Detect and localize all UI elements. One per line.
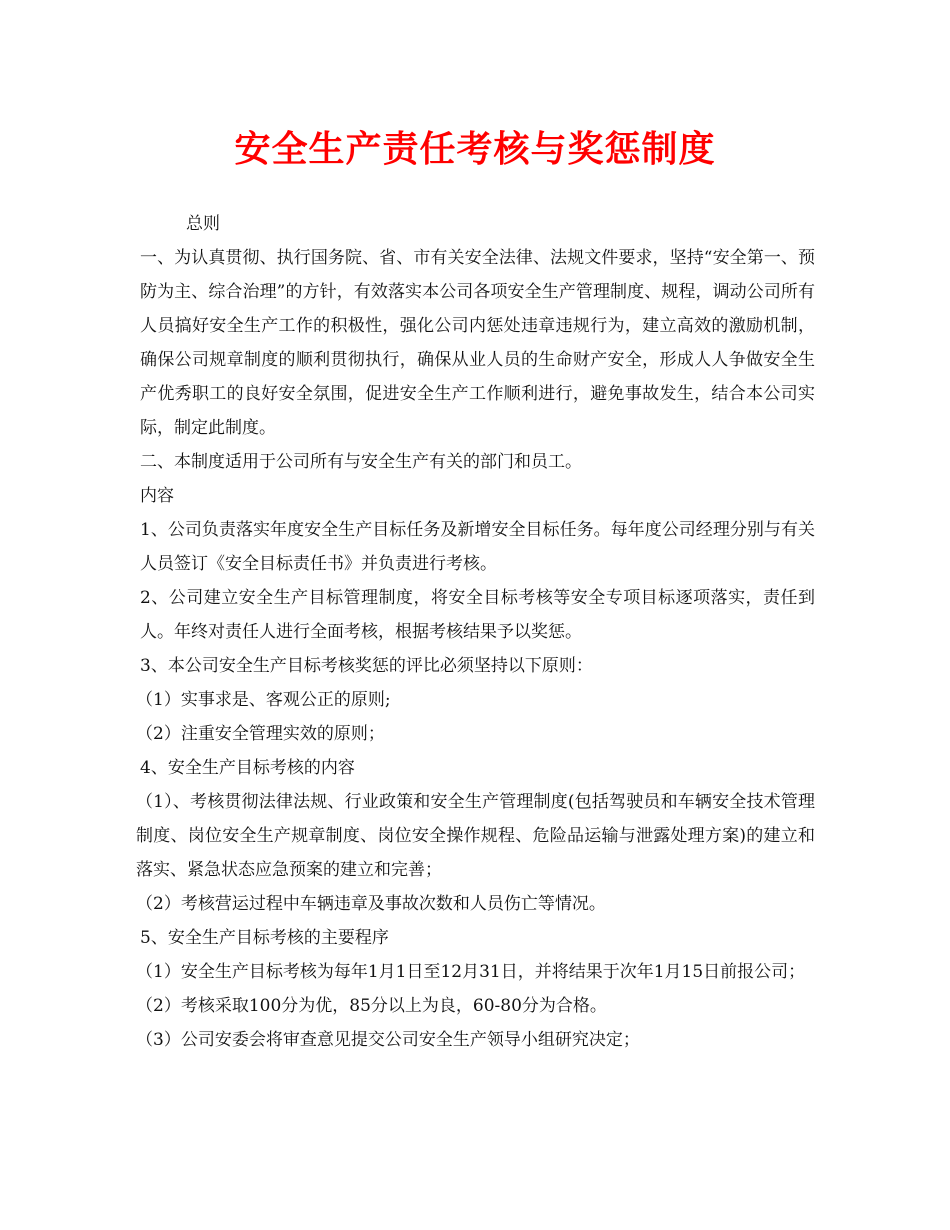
list-item: （2）考核营运过程中车辆违章及事故次数和人员伤亡等情况。 [136, 894, 606, 914]
list-item: （1）实事求是、客观公正的原则; [136, 690, 391, 710]
list-item: （1）安全生产目标考核为每年1月1日至12月31日，并将结果于次年1月15日前报公司； [136, 962, 806, 982]
paragraph: 二、本制度适用于公司所有与安全生产有关的部门和员工。 [140, 452, 582, 472]
list-item: （3）公司安委会将审查意见提交公司安全生产领导小组研究决定； [136, 1030, 640, 1050]
document-body [136, 207, 815, 1057]
section-heading-general: 总则 [186, 214, 220, 234]
section-heading-content: 内容 [140, 486, 174, 506]
paragraph: 一、为认真贯彻、执行国务院、省、市有关安全法律、法规文件要求，坚持“安全第一、预防为主、综合治理”的方针，有效落实本公司各项安全生产管理制度、规程，调动公司所有人员搞好安全生产工作的积极性，强化公司内惩处违章违规行为，建立高效的激励机制，确保公司规章制度的顺利贯彻执行，确保从业人员的生命财产安全，形成人人争做安全生产优秀职工的良好安全氛围，促进安全生产工作顺利进行，避免事故发生，结合本公司实际，制定此制度。 [140, 248, 815, 438]
paragraph: 3、本公司安全生产目标考核奖惩的评比必须坚持以下原则： [140, 656, 593, 676]
list-item: （2）注重安全管理实效的原则； [136, 724, 385, 744]
paragraph: 2、公司建立安全生产目标管理制度，将安全目标考核等安全专项目标逐项落实，责任到人。年终对责任人进行全面考核，根据考核结果予以奖惩。 [140, 588, 815, 642]
list-item: （1）、考核贯彻法律法规、行业政策和安全生产管理制度(包括驾驶员和车辆安全技术管理制度、岗位安全生产规章制度、岗位安全操作规程、危险品运输与泄露处理方案)的建立和落实、紧急状态应急预案的建立和完善； [136, 792, 815, 880]
list-item: （2）考核采取100分为优，85分以上为良，60-80分为合格。 [136, 996, 607, 1016]
paragraph: 4、安全生产目标考核的内容 [140, 758, 355, 778]
paragraph: 5、安全生产目标考核的主要程序 [140, 928, 389, 948]
document-title: 安全生产责任考核与奖惩制度 [234, 128, 716, 170]
paragraph: 1、公司负责落实年度安全生产目标任务及新增安全目标任务。每年度公司经理分别与有关人员签订《安全目标责任书》并负责进行考核。 [140, 520, 815, 574]
